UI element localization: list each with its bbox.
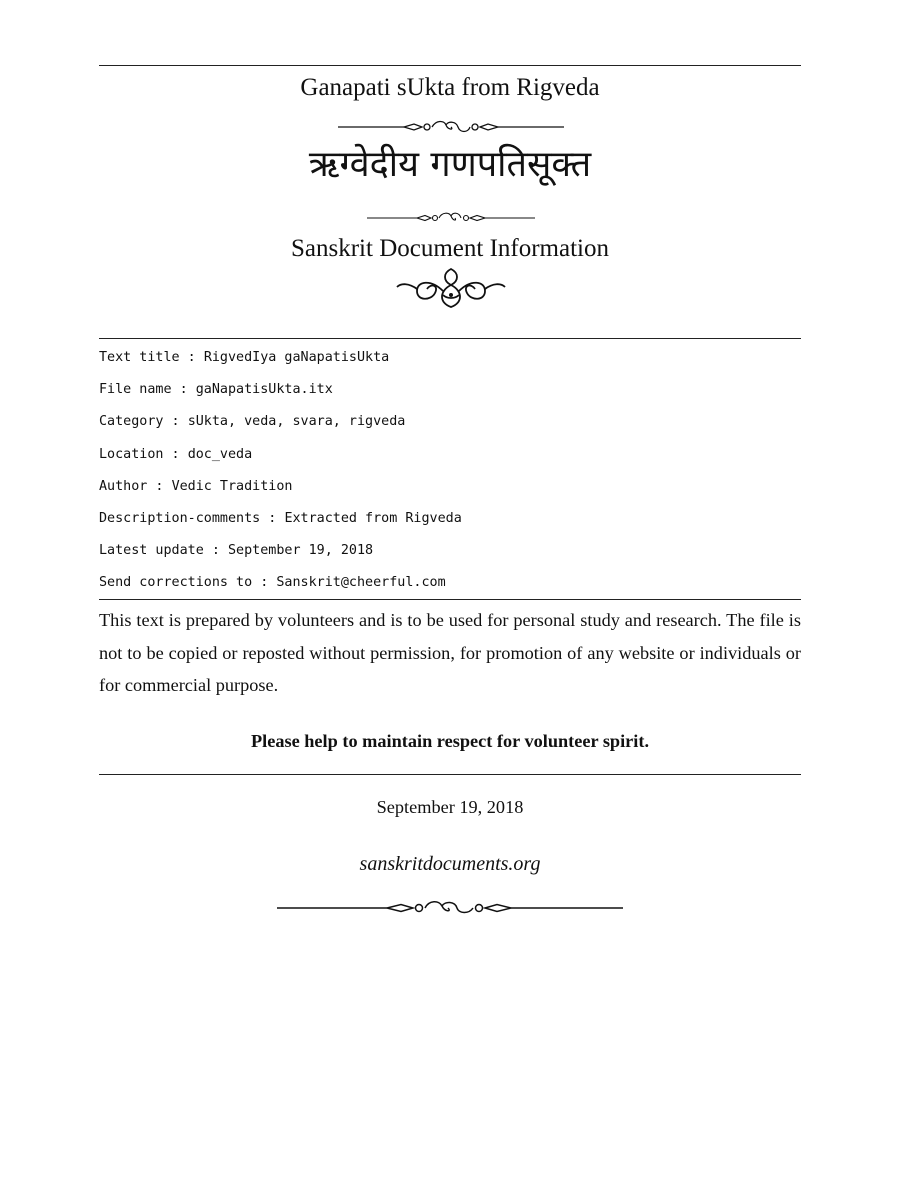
info-row-file-name: File name : gaNapatisUkta.itx <box>99 382 333 398</box>
info-value: doc_veda <box>187 446 253 462</box>
info-value: Extracted from Rigveda <box>284 510 462 526</box>
info-top-rule <box>99 338 801 339</box>
info-label: Description-comments <box>99 510 261 526</box>
info-row-corrections: Send corrections to : Sanskrit@cheerful.com <box>99 575 446 591</box>
info-label: Send corrections to <box>99 575 253 591</box>
info-value: Vedic Tradition <box>171 478 293 494</box>
document-title: Ganapati sUkta from Rigveda <box>300 74 600 101</box>
info-value: sUkta, veda, svara, rigveda <box>187 414 406 430</box>
info-row-category: Category : sUkta, veda, svara, rigveda <box>99 414 406 430</box>
top-rule <box>99 65 801 66</box>
info-value: RigvedIya gaNapatisUkta <box>203 350 390 365</box>
info-label: Text title <box>99 350 180 365</box>
info-value: gaNapatisUkta.itx <box>195 382 333 398</box>
sanskrit-flourish-ornament <box>367 211 535 225</box>
title-flourish-ornament <box>338 119 564 135</box>
footer-flourish-ornament <box>277 900 623 916</box>
info-label: Author <box>99 478 148 494</box>
sanskrit-title: ऋग्वेदीय गणपतिसूक्त <box>308 144 592 185</box>
knot-ornament <box>395 265 507 311</box>
footer-rule <box>99 774 801 775</box>
info-label: Latest update <box>99 543 204 559</box>
info-row-latest-update: Latest update : September 19, 2018 <box>99 543 374 559</box>
site-name: sanskritdocuments.org <box>359 853 541 875</box>
info-row-location: Location : doc_veda <box>99 446 253 462</box>
info-row-text-title: Text title : RigvedIya gaNapatisUkta <box>99 350 390 365</box>
info-row-author: Author : Vedic Tradition <box>99 478 293 494</box>
usage-notice: This text is prepared by volunteers and is to be used for personal study and research. The file is not to be copied or reposted without permission, for promotion of any website or individuals or for commercial purpose. <box>99 610 801 695</box>
document-date: September 19, 2018 <box>376 797 524 817</box>
info-value: September 19, 2018 <box>228 543 374 559</box>
section-title: Sanskrit Document Information <box>291 235 609 262</box>
info-bottom-rule <box>99 599 801 600</box>
info-label: Category <box>99 414 164 430</box>
info-value: Sanskrit@cheerful.com <box>276 575 446 591</box>
document-info-list <box>99 345 801 603</box>
volunteer-appeal: Please help to maintain respect for volunteer spirit. <box>250 731 650 751</box>
info-label: File name <box>99 382 172 398</box>
info-row-description: Description-comments : Extracted from Rigveda <box>99 510 462 526</box>
info-label: Location <box>99 446 164 462</box>
